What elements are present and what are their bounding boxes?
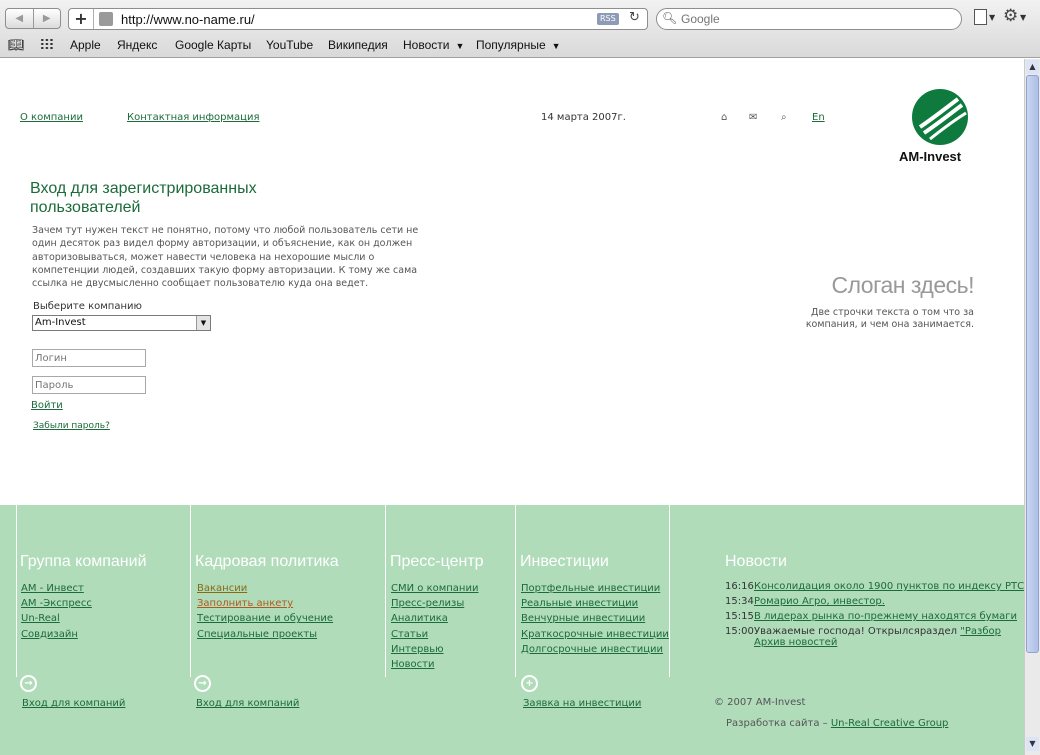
footer-link[interactable]: Пресс-релизы <box>391 598 465 610</box>
bookmark-item[interactable]: Яндекс <box>117 38 158 52</box>
bookmark-label: Популярные <box>476 38 546 52</box>
company-select[interactable] <box>32 315 211 331</box>
footer-column-title: Инвестиции <box>520 553 609 570</box>
login-submit-link[interactable]: Войти <box>31 400 63 411</box>
forward-icon[interactable]: ▶ <box>42 13 51 24</box>
news-item <box>725 609 1020 624</box>
password-input[interactable] <box>32 376 146 394</box>
search-icon[interactable]: ⌕ <box>781 112 787 123</box>
login-input[interactable] <box>32 349 146 367</box>
footer-link[interactable]: AM -Экспресс <box>21 598 92 610</box>
arrow-right-circle-icon[interactable]: → <box>20 675 37 692</box>
login-title: Вход для зарегистрированных пользователей <box>30 180 257 216</box>
nav-buttons <box>5 8 61 29</box>
news-link[interactable]: "Разбор <box>960 626 1001 637</box>
investment-request-link[interactable]: Заявка на инвестиции <box>523 698 642 709</box>
footer-column-title: Группа компаний <box>20 553 147 570</box>
footer-link[interactable]: СМИ о компании <box>391 583 479 594</box>
footer-link[interactable]: Тестирование и обучение <box>197 613 334 625</box>
footer-link-list <box>391 581 478 672</box>
footer-link[interactable]: Вакансии <box>197 583 248 594</box>
vertical-scrollbar[interactable] <box>1024 59 1040 755</box>
address-bar[interactable] <box>68 8 648 30</box>
divider <box>515 505 516 677</box>
chevron-down-icon: ▼ <box>551 41 561 51</box>
chevron-down-icon: ▼ <box>989 13 996 22</box>
language-link[interactable]: En <box>812 112 825 123</box>
footer-link[interactable]: AM - Инвест <box>21 583 84 594</box>
browser-toolbar <box>0 0 1040 58</box>
footer-link[interactable]: Новости <box>391 659 435 671</box>
footer-link-list <box>197 581 333 642</box>
footer-link[interactable]: Аналитика <box>391 613 448 625</box>
scroll-down-icon[interactable]: ▼ <box>1026 737 1039 751</box>
news-archive-link[interactable]: Архив новостей <box>754 637 838 648</box>
news-time: 15:34 <box>725 596 754 607</box>
bookmark-item[interactable]: YouTube <box>266 38 314 52</box>
news-item <box>725 579 1024 594</box>
rss-badge[interactable]: RSS <box>597 13 619 25</box>
page-content <box>0 59 1024 755</box>
news-title: Новости <box>725 553 787 570</box>
logo-text: AM-Invest <box>899 149 962 164</box>
footer-link[interactable]: Портфельные инвестиции <box>521 583 661 594</box>
slogan-title: Слоган здесь! <box>831 272 974 298</box>
page-menu-icon[interactable] <box>974 9 987 25</box>
company-label: Выберите компанию <box>33 301 142 312</box>
date-text: 14 марта 2007г. <box>541 112 626 123</box>
footer-link-list <box>521 581 669 657</box>
add-bookmark-button[interactable]: + <box>69 9 94 29</box>
gear-icon[interactable]: ⚙ <box>1003 6 1019 26</box>
developer-prefix: Разработка сайта – <box>726 718 831 729</box>
divider <box>16 505 17 677</box>
footer-column-title: Кадровая политика <box>195 553 339 570</box>
search-icon: 🔍︎ <box>662 11 678 25</box>
search-box[interactable] <box>656 8 962 30</box>
bookmark-folder[interactable] <box>476 38 561 52</box>
bookmark-label: Новости <box>403 38 450 52</box>
news-time: 15:15 <box>725 611 754 622</box>
book-icon[interactable]: 📖︎ <box>8 37 25 52</box>
news-time: 15:00 <box>725 626 754 637</box>
footer-link[interactable]: Статьи <box>391 628 429 640</box>
bookmark-folder[interactable] <box>403 38 464 52</box>
divider <box>669 505 670 677</box>
divider <box>190 505 191 677</box>
forgot-password-link[interactable]: Забыли пароль? <box>33 421 110 431</box>
footer <box>0 505 1024 755</box>
chevron-down-icon: ▼ <box>455 41 465 51</box>
footer-link[interactable]: Un-Real <box>21 613 60 625</box>
footer-link[interactable]: Долгосрочные инвестиции <box>521 643 664 655</box>
arrow-right-circle-icon[interactable]: → <box>194 675 211 692</box>
footer-link[interactable]: Заполнить анкету <box>197 598 294 610</box>
home-icon[interactable]: ⌂ <box>721 112 728 123</box>
footer-link[interactable]: Краткосрочные инвестиции <box>521 628 669 640</box>
scroll-up-icon[interactable]: ▲ <box>1026 60 1039 74</box>
footer-column-title: Пресс-центр <box>390 553 484 570</box>
back-icon[interactable]: ◀ <box>6 9 34 28</box>
grid-icon[interactable] <box>40 38 54 50</box>
bookmark-item[interactable]: Википедия <box>328 38 388 52</box>
reload-icon[interactable]: ↻ <box>629 10 640 25</box>
bookmark-item[interactable]: Google Карты <box>175 38 252 52</box>
scrollbar-thumb[interactable] <box>1026 75 1039 653</box>
footer-link-list <box>21 581 92 642</box>
mail-icon[interactable]: ✉ <box>749 112 758 123</box>
footer-link[interactable]: Интервью <box>391 643 444 655</box>
company-login-link[interactable]: Вход для компаний <box>22 698 126 709</box>
chevron-down-icon: ▼ <box>196 316 210 330</box>
news-text: Уважаемые господа! Открылсяраздел <box>754 626 961 637</box>
news-list <box>725 579 1024 639</box>
slogan-text: Две строчки текста о том что за компания, и чем она занимается. <box>805 307 974 330</box>
news-item <box>725 594 1020 609</box>
footer-link[interactable]: Реальные инвестиции <box>521 598 639 610</box>
company-selected-value: Am-Invest <box>35 317 86 328</box>
logo-icon[interactable] <box>912 89 968 145</box>
company-login-link[interactable]: Вход для компаний <box>196 698 300 709</box>
developer-credit <box>726 718 948 729</box>
footer-link[interactable]: Специальные проекты <box>197 628 318 640</box>
login-description: Зачем тут нужен текст не понятно, потому что любой пользователь сети не один десяток раз видел форму авторизации, и объяснение, как он должен авторизовываться, может навести человека на нехорошие мысли о компетенции людей, создавших такую форму авторизации. К тому же сама ссылка не двусмысленно сообщает пользователю куда она ведет. <box>32 225 419 290</box>
copyright-text: © 2007 AM-Invest <box>714 697 806 708</box>
site-icon <box>99 12 113 26</box>
bookmarks-bar <box>0 34 1040 56</box>
divider <box>385 505 386 677</box>
news-link[interactable]: Ромарио Агро, инвестор. <box>754 596 885 607</box>
plus-circle-icon[interactable]: + <box>521 675 538 692</box>
nav-about-link[interactable]: О компании <box>20 112 83 123</box>
news-time: 16:16 <box>725 581 754 592</box>
footer-link[interactable]: Совдизайн <box>21 628 78 640</box>
footer-link[interactable]: Венчурные инвестиции <box>521 613 646 625</box>
search-input[interactable] <box>681 12 951 26</box>
bookmark-item[interactable]: Apple <box>70 38 101 52</box>
developer-link[interactable]: Un-Real Creative Group <box>830 718 949 729</box>
news-link[interactable]: В лидерах рынка по-прежнему находятся бумаги <box>754 611 1017 622</box>
nav-contacts-link[interactable]: Контактная информация <box>127 112 260 123</box>
chevron-down-icon: ▼ <box>1020 13 1027 22</box>
url-text[interactable]: http://www.no-name.ru/ <box>121 12 255 27</box>
news-link[interactable]: Консолидация около 1900 пунктов по индексу РТС <box>754 581 1024 592</box>
